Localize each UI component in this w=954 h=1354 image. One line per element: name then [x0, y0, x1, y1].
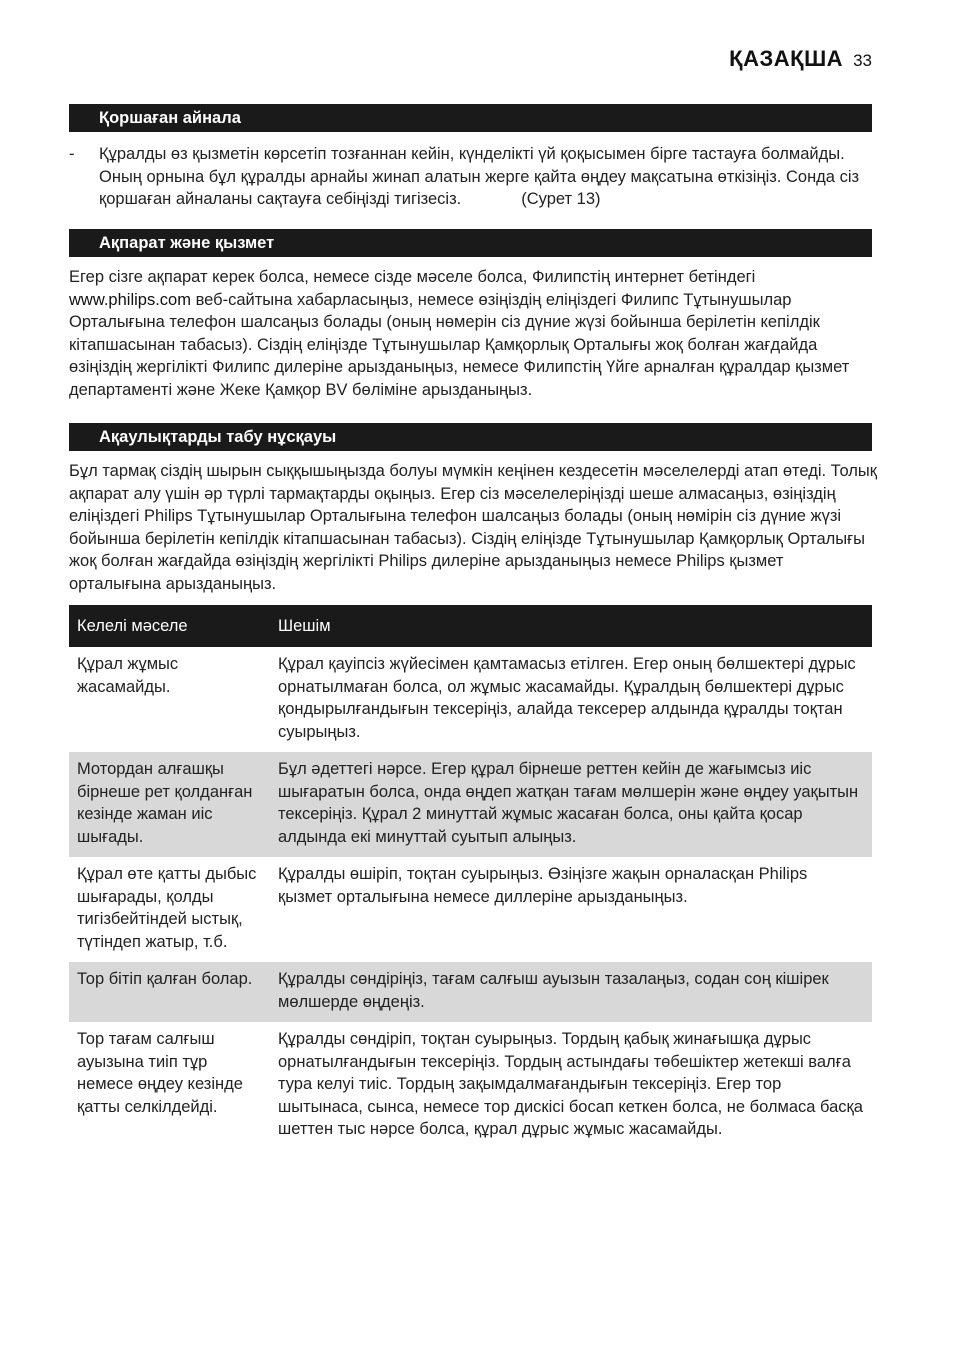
table-row	[69, 857, 872, 962]
problem-cell: Мотордан алғашқы бірнеше рет қолданған кезінде жаман иіс шығады.	[69, 752, 270, 857]
section-header-troubleshooting: Ақаулықтарды табу нұсқауы	[69, 423, 872, 451]
problem-cell: Құрал жұмыс жасамайды.	[77, 655, 179, 696]
solution-cell: Құралды өшіріп, тоқтан суырыңыз. Өзіңізге жақын орналасқан Philips қызмет орталығына немесе диллеріне арызданыңыз.	[278, 865, 808, 906]
table-row	[69, 647, 872, 752]
troubleshooting-table	[69, 605, 872, 1150]
column-header-problem: Келелі мәселе	[69, 605, 270, 647]
page-number: 33	[853, 51, 872, 70]
figure-reference: (Сурет 13)	[521, 190, 601, 208]
language-title: ҚАЗАҚША	[729, 46, 844, 71]
table-row	[69, 752, 872, 857]
troubleshooting-paragraph: Бұл тармақ сіздің шырын сыққышыңызда болуы мүмкін кеңінен кездесетін мәселелерді атап өтеді. Толық ақпарат алу үшін әр түрлі тармақтарды оқыңыз. Егер сіз мәселелеріңізді шеше алмасаңыз, өзіңіздің еліңіздегі Philips Тұтынушылар Орталығына телефон шалсаңыз болады (оның нөмірін сіз дүние жүзі бойынша берілетін кепілдік кітапшасынан табасыз). Сіздің еліңізде Тұтынушылар Қамқорлық Орталығы жоқ болған жағдайда өзіңіздің жергілікті Philips дилеріне арызданыңыз немесе Philips қызмет орталығына арызданыңыз.	[69, 462, 877, 593]
bullet-dash: -	[69, 145, 75, 163]
solution-cell: Бұл әдеттегі нәрсе. Егер құрал бірнеше реттен кейін де жағымсыз иіс шығаратын болса, онда өңдеп жатқан тағам мөлшерін және өңдеу уақытын тексеріңіз. Құрал 2 минуттай жұмыс жасаған болса, оны қайта қосар алдында екі минуттай суытып алыңыз.	[270, 752, 872, 857]
solution-cell: Құрал қауіпсіз жүйесімен қамтамасыз етілген. Егер оның бөлшектері дұрыс орнатылмаған болса, ол жұмыс жасамайды. Құралдың бөлшектері дұрыс қондырылғандығын тексеріңіз, алайда тексерер алдында құралды тоқтан суырыңыз.	[278, 655, 856, 741]
solution-cell: Құралды сөндіріңіз, тағам салғыш ауызын тазалаңыз, содан соң кішірек мөлшерде өңдеңіз.	[270, 962, 872, 1022]
environment-bullet	[69, 143, 877, 211]
section-header-info: Ақпарат және қызмет	[69, 229, 872, 257]
problem-cell: Тор бітіп қалған болар.	[69, 962, 270, 1022]
info-paragraph	[69, 266, 877, 401]
page-header	[729, 46, 872, 72]
section-header-environment: Қоршаған айнала	[69, 104, 872, 132]
solution-cell: Құралды сөндіріп, тоқтан суырыңыз. Тордың қабық жинағышқа дұрыс орнатылғандығын тексеріңіз. Тордың астындағы төбешіктер жетекші валға тура келуі тиіс. Тордың зақымдалмағандығын тексеріңіз. Егер тор шытынаса, сынса, немесе тор дискісі босап кеткен болса, не болмаса басқа шеттен тыс нәрсе болса, құрал дұрыс жұмыс жасамайды.	[278, 1030, 863, 1138]
table-row	[69, 1022, 872, 1150]
table-row	[69, 962, 872, 1022]
philips-url-link[interactable]: www.philips.com	[69, 290, 191, 309]
info-text-after: веб-сайтына хабарласыңыз, немесе өзіңіздің еліңіздегі Филипс Тұтынушылар Орталығына телефон шалсаңыз болады (оның нөмерін сіз дүние жүзі бойынша берілетін кепілдік кітапшасынан табасыз). Сіздің еліңізде Тұтынушылар Қамқорлық Орталығы жоқ болған жағдайда өзіңіздің жергілікті Филипс дилеріне арызданыңыз, немесе Филипстің Үйге арналған құралдар қызмет департаменті және Жеке Қамқор BV бөліміне арызданыңыз.	[69, 290, 850, 399]
environment-text	[99, 143, 869, 211]
environment-body: Құралды өз қызметін көрсетіп тозғаннан кейін, күнделікті үй қоқысымен бірге тастауға болмайды. Оның орнына бұл құралды арнайы жинап алатын жерге қайта өңдеу мақсатына өткізіңіз. Сонда сіз қоршаған айналаны сақтауға себіңізді тигізесіз.	[99, 145, 860, 208]
problem-cell: Құрал өте қатты дыбыс шығарады, қолды тигізбейтіндей ыстық, түтіндеп жатыр, т.б.	[77, 865, 257, 951]
column-header-solution: Шешім	[270, 605, 872, 647]
table-header-row	[69, 605, 872, 647]
problem-cell: Тор тағам салғыш ауызына тиіп тұр немесе өңдеу кезінде қатты селкілдейді.	[77, 1030, 243, 1116]
info-text-before: Егер сізге ақпарат керек болса, немесе сізде мәселе болса, Филипстің интернет бетіндегі	[69, 268, 756, 286]
